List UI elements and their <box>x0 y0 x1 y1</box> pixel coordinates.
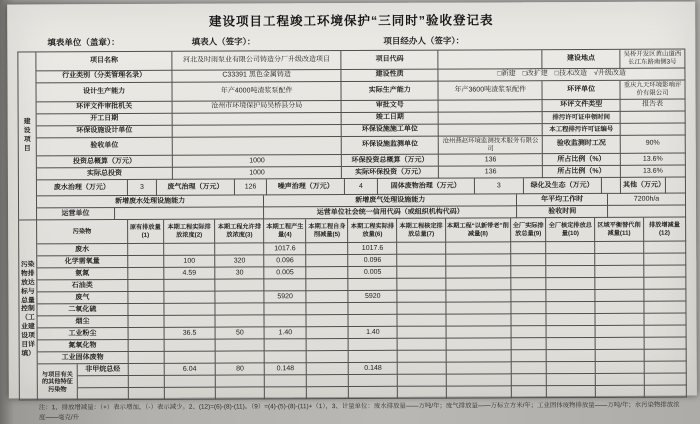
label-actual-total-investment: 实际总投资 <box>37 168 173 181</box>
label-wastewater-treatment: 废水治理（万元） <box>37 180 128 196</box>
pollutant-value <box>349 351 398 363</box>
registration-table <box>17 49 687 401</box>
pollutant-value <box>512 387 548 399</box>
value-completion-date <box>439 112 543 124</box>
pollutant-value <box>596 302 645 314</box>
pollutant-name: 化学需氧量 <box>37 256 128 268</box>
value-other-cost <box>666 178 686 194</box>
pollutant-name: 烟尘 <box>38 316 129 328</box>
label-ep-construction-unit: 环保设施施工单位 <box>342 125 439 137</box>
pollutant-value <box>446 267 511 279</box>
value-annual-working-hours: 7200h/a <box>608 194 686 206</box>
pollutant-value <box>216 340 265 352</box>
pollutant-value <box>129 352 165 364</box>
pollutant-value <box>595 290 644 302</box>
pollutant-col-header: 本期工程产生量(4) <box>264 220 306 244</box>
pollutant-value <box>596 386 645 398</box>
pollutant-value <box>128 268 164 280</box>
pollutant-value <box>307 267 349 279</box>
value-eia-approval-authority: 沧州市环境保护局吴桥县分局 <box>173 101 342 114</box>
pollutant-value <box>547 302 596 314</box>
pollutant-value <box>307 339 349 351</box>
pollutant-value: 1017.6 <box>264 244 306 256</box>
pollutant-value <box>547 338 596 350</box>
pollutant-value <box>644 314 686 326</box>
label-permit-number: 本工程排污许可证编号 <box>543 124 621 136</box>
label-new-gas-capacity: 新增废气处理设施能力 <box>264 195 517 208</box>
label-construction-nature: 建设性质 <box>341 70 438 82</box>
pollutant-value <box>307 327 349 339</box>
pollutant-value <box>446 291 511 303</box>
footnote: 注：1、排放增减量：（+）表示增加，（-）表示减少。2、(12)=(6)-(8)-(11)。（9）=(4)-(5)-(8)-(11)+（1），3、计量单位：废水排放量——万吨/年；废气排放量——万标立方米/年；工业固体废物排放量——万吨/年；水污染物排放浓度——毫克/升 <box>38 401 680 422</box>
pollutant-value <box>398 315 447 327</box>
label-actual-ep-investment: 实际环保投资（万元） <box>342 167 439 179</box>
special-group-label: 与项目有关的其他特征污染物 <box>38 365 78 401</box>
label-project-name: 项目名称 <box>36 52 172 72</box>
pollutant-value <box>398 351 447 363</box>
section-pollutant-control <box>19 218 687 401</box>
label-monitoring-unit: 环保设施监测单位 <box>342 137 439 156</box>
pollutant-value <box>547 374 596 386</box>
pollutant-value <box>216 304 265 316</box>
pollutant-value <box>216 244 265 256</box>
pollutant-value <box>446 351 511 363</box>
pollutant-value <box>164 388 216 400</box>
pollutant-value <box>349 303 398 315</box>
value-approval-number <box>439 100 543 112</box>
pollutant-value <box>644 326 686 338</box>
pollutant-value <box>164 340 216 352</box>
value-construction-nature-checkboxes: □新建 □改扩建 □技术改造 √升级改造 <box>439 69 686 82</box>
page-title: 建设项目工程竣工环境保护“三同时”验收登记表 <box>208 13 494 29</box>
signature-row <box>47 34 685 49</box>
pollutant-value <box>164 244 216 256</box>
pollutant-value <box>164 316 216 328</box>
label-approval-number: 审批文号 <box>342 101 439 113</box>
pollutant-value <box>265 304 307 316</box>
value-monitoring-unit: 沧州燕赵环境监测技术服务有限公司 <box>439 136 543 155</box>
pollutant-col-header: 本期工程允许排放浓度(3) <box>216 220 265 244</box>
pollutant-value <box>446 303 511 315</box>
pollutant-value <box>511 255 547 267</box>
pollutant-value <box>398 339 447 351</box>
pollutant-value <box>595 266 644 278</box>
value-greening-ecology <box>601 178 621 194</box>
label-monitoring-condition: 验收监测时工况 <box>543 136 621 155</box>
pollutant-value <box>547 386 596 398</box>
label-gas-treatment: 废气治理（万元） <box>157 180 235 196</box>
pollutant-value <box>307 363 349 375</box>
pollutant-value: 1017.6 <box>349 243 398 255</box>
pollutant-value <box>511 291 547 303</box>
pollutant-value <box>447 363 512 375</box>
pollutant-rows <box>37 242 687 365</box>
label-project-code: 项目代码 <box>341 51 438 70</box>
special-pollutant-row <box>78 386 687 401</box>
pollutant-value <box>128 304 164 316</box>
pollutant-value: 5920 <box>349 291 398 303</box>
pollutant-value <box>446 255 511 267</box>
value-total-investment-estimate: 1000 <box>173 155 342 168</box>
pollutant-value: 30 <box>216 268 265 280</box>
pollutant-value <box>128 292 164 304</box>
pollutant-name: 氨氮 <box>37 268 128 280</box>
pollutant-value <box>547 278 596 290</box>
pollutant-value <box>511 267 547 279</box>
pollutant-value: 320 <box>216 256 265 268</box>
pollutant-value <box>644 350 686 362</box>
value-start-date <box>173 113 342 126</box>
pollutant-value <box>128 280 164 292</box>
pollutant-col-header: 本期工程“以新带老”削减量(8) <box>446 219 511 243</box>
pollutant-value <box>644 278 686 290</box>
pollutant-value <box>307 315 349 327</box>
pollutant-col-header: 本期工程核定排放总量(7) <box>397 219 446 243</box>
pollutant-col-header: 本期工程自身削减量(5) <box>306 219 348 243</box>
label-ep-investment-estimate: 环保投资总概算（万元） <box>342 155 439 167</box>
pollutant-value <box>547 290 596 302</box>
pollutant-value <box>398 387 447 399</box>
label-proportion-2: 所占比例（%） <box>543 166 621 178</box>
value-eia-doc-type: 报告表 <box>621 100 686 112</box>
pollutant-value <box>397 279 446 291</box>
label-new-wastewater-capacity: 新增废水处理设施能力 <box>37 196 264 209</box>
fill-unit-label: 填表单位（盖章）： <box>47 37 120 48</box>
pollutant-value <box>446 339 511 351</box>
pollutant-value <box>595 242 644 254</box>
pollutant-value <box>596 374 645 386</box>
pollutant-col-header: 排放增减量(12) <box>644 218 686 242</box>
value-actual-ep-investment: 136 <box>439 167 543 179</box>
pollutant-value <box>645 386 687 398</box>
pollutant-value <box>644 302 686 314</box>
pollutant-value: 0.148 <box>349 363 398 375</box>
pollutant-value <box>596 362 645 374</box>
handler-label: 项目经办人（签字）： <box>383 35 465 46</box>
pollutant-name: 氮氧化物 <box>38 340 129 352</box>
pollutant-col-header: 本期工程实际排放浓度(2) <box>164 220 216 244</box>
label-design-capacity: 设计生产能力 <box>36 83 172 103</box>
value-wastewater-treatment: 3 <box>128 180 157 196</box>
pollutant-value <box>349 375 398 387</box>
value-proportion-1: 13.6% <box>621 154 686 166</box>
label-start-date: 开工日期 <box>37 114 173 127</box>
value-project-code <box>439 50 543 69</box>
pollutant-value <box>128 256 164 268</box>
pollutant-value <box>397 255 446 267</box>
label-total-investment-estimate: 投资总概算（万元） <box>37 156 173 169</box>
pollutant-value <box>265 388 307 400</box>
pollutant-value <box>547 242 596 254</box>
value-eia-unit: 重庆九天环境影响评价有限公司 <box>621 81 686 100</box>
pollutant-value: 1.40 <box>349 327 398 339</box>
pollutant-value: 0.005 <box>349 267 398 279</box>
pollutant-value <box>644 266 686 278</box>
pollutant-value <box>398 291 447 303</box>
pollutant-name: 废水 <box>37 244 128 256</box>
pollutant-col-header: 全厂实际排放总量(9) <box>511 219 547 243</box>
pollutant-col-header: 本期工程实际排放量(6) <box>349 219 398 243</box>
pollutant-value: 36.5 <box>164 328 216 340</box>
pollutant-value <box>595 254 644 266</box>
pollutant-value <box>349 279 398 291</box>
label-solid-waste-treatment: 固体废物治理（万元） <box>378 179 475 195</box>
pollutant-value <box>644 254 686 266</box>
value-permit-number <box>621 124 686 136</box>
value-project-name: 河北及时雨泵业有限公司铸造分厂升级改造项目 <box>173 51 342 71</box>
special-group-rows <box>78 362 687 401</box>
label-noise-treatment: 噪声治理（万元） <box>267 179 345 195</box>
pollutant-name <box>78 388 129 400</box>
pollutant-value <box>349 387 398 399</box>
label-eia-doc-type: 环评文件类型 <box>543 100 621 112</box>
section-construction-project <box>18 50 686 221</box>
pollutant-value: 0.096 <box>264 256 306 268</box>
pollutant-value <box>644 242 686 254</box>
pollutant-value: 1.40 <box>265 328 307 340</box>
pollutant-value <box>596 326 645 338</box>
pollutant-value <box>511 339 547 351</box>
pollutant-name <box>78 376 129 388</box>
label-operating-unit: 运营单位 <box>37 208 115 220</box>
pollutant-value <box>164 280 216 292</box>
pollutant-value <box>446 315 511 327</box>
pollutant-value <box>447 375 512 387</box>
pollutant-name: 非甲烷总烃 <box>78 364 129 376</box>
label-actual-capacity: 实际生产能力 <box>342 82 439 101</box>
value-proportion-2: 13.6% <box>621 166 686 178</box>
pollutant-value <box>216 316 265 328</box>
pollutant-value <box>306 243 348 255</box>
pollutant-name: 工业固体废物 <box>38 352 129 364</box>
pollutant-value <box>307 351 349 363</box>
pollutant-value <box>129 388 165 400</box>
pollutant-col-header: 污染物 <box>37 220 128 244</box>
pollutant-value <box>216 376 265 388</box>
pollutant-value <box>129 376 165 388</box>
pollutant-value <box>307 387 349 399</box>
pollutant-value <box>596 314 645 326</box>
label-proportion-1: 所占比例（%） <box>543 154 621 166</box>
value-actual-total-investment: 1000 <box>173 167 342 180</box>
pollutant-name: 工业粉尘 <box>38 328 129 340</box>
value-ep-investment-estimate: 136 <box>439 155 543 167</box>
pollutant-value <box>307 255 349 267</box>
value-solid-waste-treatment: 3 <box>475 179 524 195</box>
pollutant-value <box>547 266 596 278</box>
pollutant-value <box>644 290 686 302</box>
label-construction-site: 建设地点 <box>543 50 621 69</box>
pollutant-value <box>216 292 265 304</box>
pollutant-col-header: 区域平衡替代削减量(11) <box>595 218 644 242</box>
pollutant-value <box>128 244 164 256</box>
label-greening-ecology: 绿化及生态（万元） <box>524 178 602 194</box>
pollutant-value <box>307 303 349 315</box>
label-eia-unit: 环评单位 <box>543 81 621 100</box>
pollutant-value <box>164 304 216 316</box>
label-eia-approval-authority: 环评文件审批机关 <box>37 102 173 115</box>
label-completion-date: 竣工日期 <box>342 113 439 125</box>
pollutant-value <box>265 376 307 388</box>
pollutant-value <box>349 315 398 327</box>
pollutant-value <box>164 352 216 364</box>
pollutant-value: 80 <box>216 364 265 376</box>
pollutant-value <box>446 327 511 339</box>
label-other-cost: 其他（万元） <box>621 178 666 194</box>
filler-label: 填表人（签字）： <box>191 36 256 47</box>
pollutant-value <box>644 338 686 350</box>
pollutant-table <box>37 218 687 401</box>
form-paper <box>7 2 697 422</box>
pollutant-value: 0.148 <box>265 364 307 376</box>
label-ep-design-unit: 环保设施设计单位 <box>37 126 173 139</box>
pollutant-value <box>307 279 349 291</box>
pollutant-name: 废气 <box>37 292 128 304</box>
label-acceptance-unit: 验收单位 <box>37 138 173 157</box>
pollutant-value <box>446 243 511 255</box>
value-acceptance-time <box>608 206 686 218</box>
pollutant-value <box>547 314 596 326</box>
pollutant-value: 50 <box>216 328 265 340</box>
pollutant-value <box>216 352 265 364</box>
pollutant-value <box>447 387 512 399</box>
label-annual-working-hours: 年平均工作时 <box>517 194 608 206</box>
pollutant-value <box>511 279 547 291</box>
pollutant-value <box>446 279 511 291</box>
pollutant-value <box>128 316 164 328</box>
pollutant-value <box>164 376 216 388</box>
pollutant-value <box>164 292 216 304</box>
label-permit-apply-time: 排污许可证申领时间 <box>543 112 621 124</box>
pollutant-value <box>511 243 547 255</box>
pollutant-value <box>398 363 447 375</box>
value-gas-treatment: 126 <box>235 180 268 196</box>
pollutant-value: 0.096 <box>349 255 398 267</box>
pollutant-value <box>547 350 596 362</box>
label-credit-code: 运营单位社会统一信用代码（或组织机构代码） <box>264 207 517 220</box>
pollutant-value <box>596 338 645 350</box>
value-ep-design-unit <box>173 125 342 138</box>
pollutant-value <box>265 316 307 328</box>
pollutant-value <box>128 340 164 352</box>
pollutant-name: 二氧化硫 <box>37 304 128 316</box>
pollutant-value <box>265 352 307 364</box>
label-industry-category: 行业类别（分类管理名录） <box>36 71 172 84</box>
pollutant-value: 100 <box>164 256 216 268</box>
pollutant-name: 石油类 <box>37 280 128 292</box>
value-acceptance-unit <box>173 137 342 156</box>
pollutant-value <box>397 243 446 255</box>
pollutant-value <box>398 327 447 339</box>
value-design-capacity: 年产4000吨渣浆泵配件 <box>173 82 342 102</box>
value-ep-construction-unit <box>439 124 543 136</box>
pollutant-value <box>307 291 349 303</box>
pollutant-value <box>547 362 596 374</box>
pollutant-value <box>511 315 547 327</box>
pollutant-value <box>547 254 596 266</box>
label-acceptance-time: 验收时间 <box>517 206 608 218</box>
pollutant-value <box>265 340 307 352</box>
pollutant-value <box>511 363 547 375</box>
pollutant-value <box>511 303 547 315</box>
pollutant-col-header: 原有排放量(1) <box>128 220 164 244</box>
value-monitoring-condition: 90% <box>621 136 686 155</box>
pollutant-value <box>511 375 547 387</box>
value-noise-treatment: 4 <box>345 179 378 195</box>
pollutant-value <box>307 375 349 387</box>
pollutant-value: 0.005 <box>264 268 306 280</box>
pollutant-value <box>349 339 398 351</box>
pollutant-value <box>547 326 596 338</box>
construction-project-rows <box>36 50 686 221</box>
value-operating-unit <box>115 208 264 221</box>
pollutant-value <box>216 280 265 292</box>
value-actual-capacity: 年产3600吨渣浆泵配件 <box>439 81 543 100</box>
pollutant-value: 4.59 <box>164 268 216 280</box>
value-permit-apply-time <box>621 112 686 124</box>
pollutant-value <box>644 362 686 374</box>
section-label-pollutant-control: 污染物排放达标与总量控制（工业建设项目详填） <box>19 221 38 401</box>
pollutant-header-row <box>37 218 686 245</box>
value-construction-site: 吴桥开发区黄山道西长江东路南侧3号 <box>620 50 685 69</box>
pollutant-value: 5920 <box>265 292 307 304</box>
pollutant-value <box>264 280 306 292</box>
pollutant-value <box>398 375 447 387</box>
section-label-construction-project: 建设项目 <box>18 52 37 220</box>
pollutant-value <box>596 350 645 362</box>
pollutant-value <box>511 351 547 363</box>
pollutant-value: 6.04 <box>164 364 216 376</box>
pollutant-value <box>128 328 164 340</box>
special-pollutant-group <box>38 362 687 401</box>
pollutant-value <box>398 303 447 315</box>
pollutant-value <box>511 327 547 339</box>
pollutant-value <box>216 388 265 400</box>
pollutant-value <box>397 267 446 279</box>
pollutant-value <box>129 364 165 376</box>
pollutant-value <box>644 374 686 386</box>
pollutant-value <box>595 278 644 290</box>
pollutant-col-header: 全厂核定排放总量(10) <box>546 218 595 242</box>
value-industry-category: C33391 黑色金属铸造 <box>173 70 342 83</box>
